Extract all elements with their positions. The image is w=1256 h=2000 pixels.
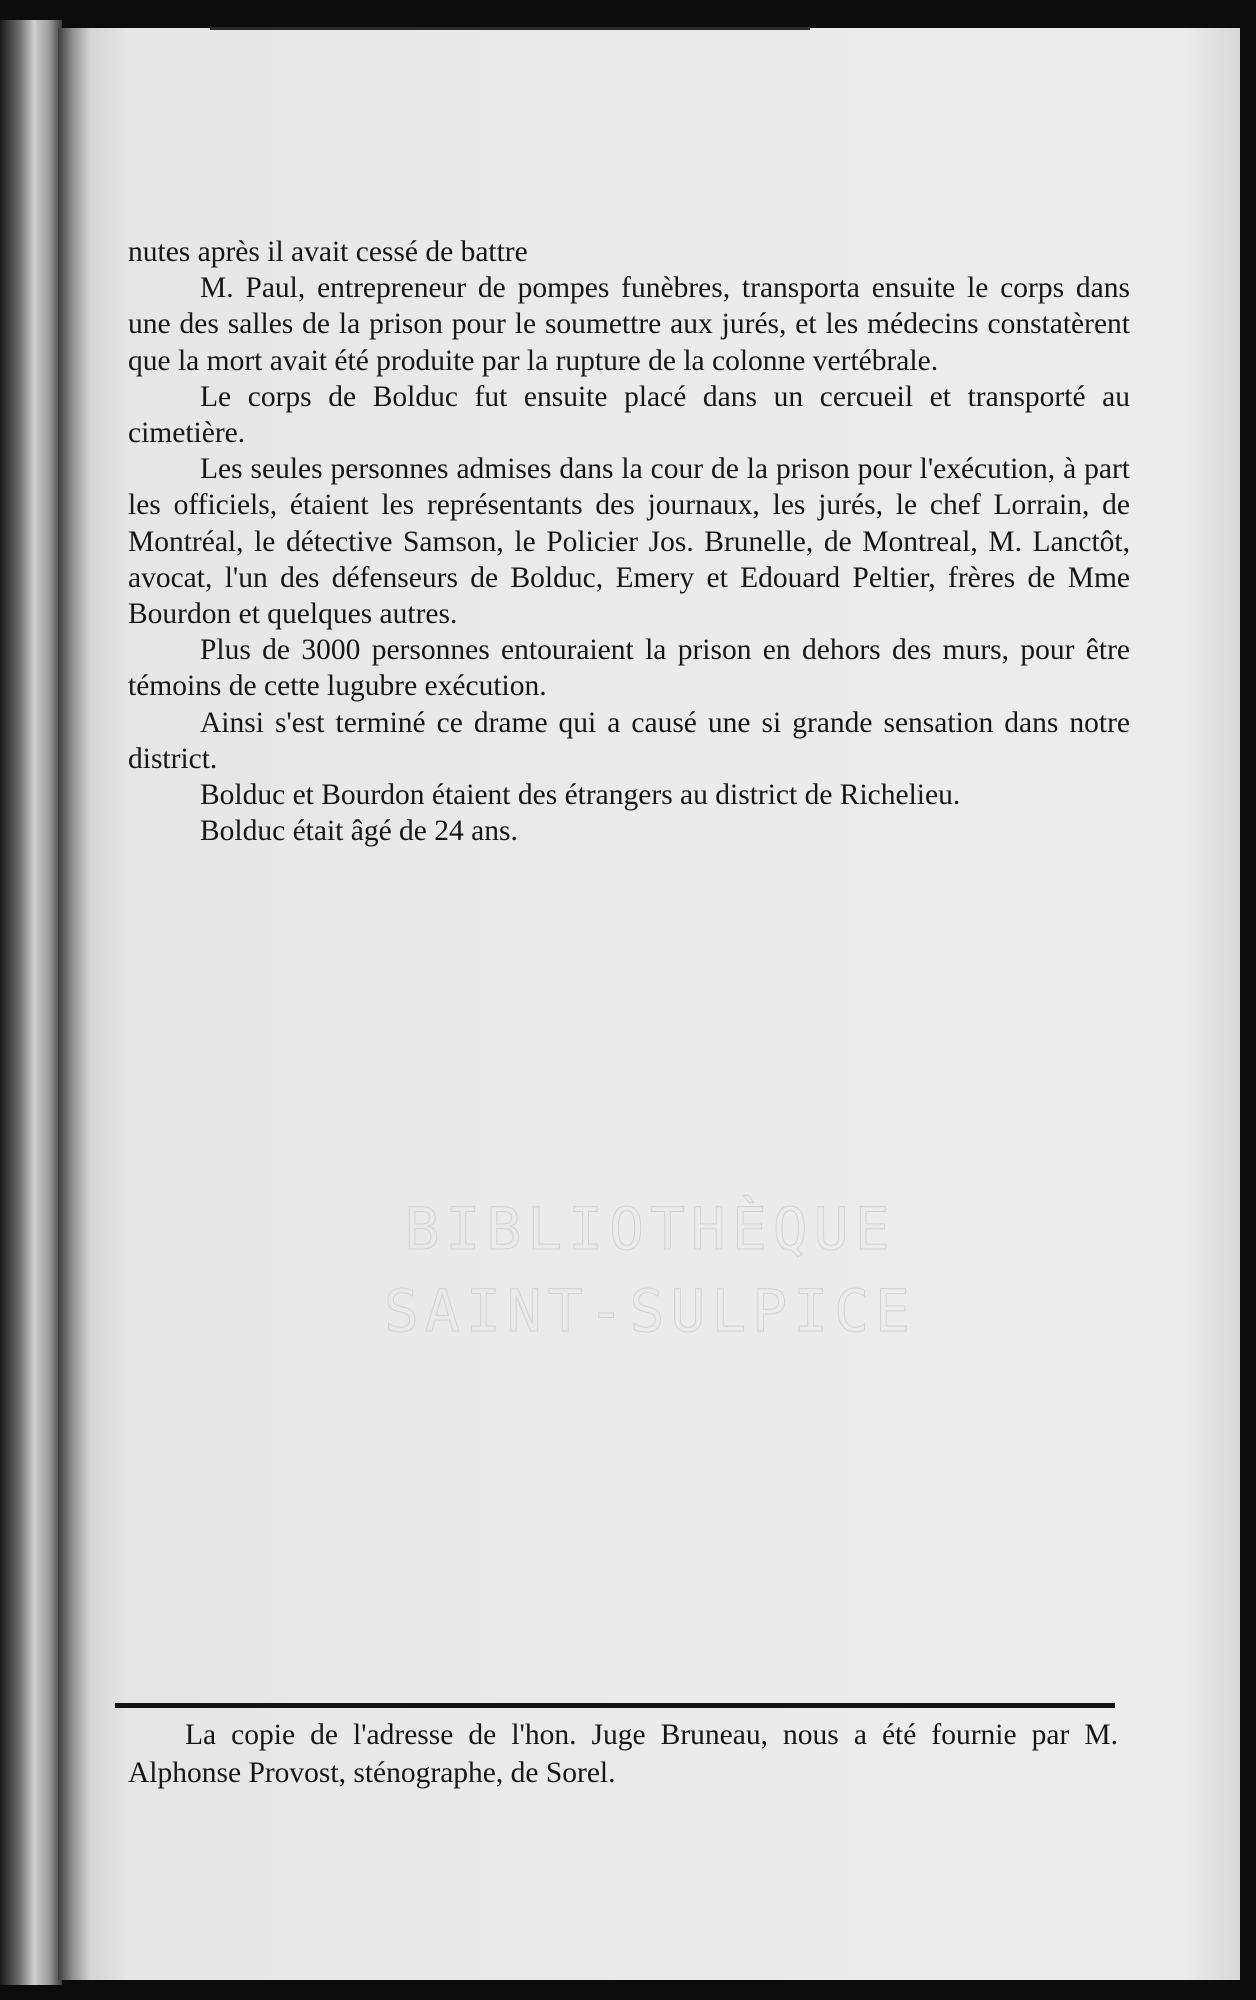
paragraph-6: Ainsi s'est terminé ce drame qui a causé une si grande sensation dans notre district. [128,706,1130,775]
paragraph-4: Les seules personnes admises dans la cour de la prison pour l'exécution, à part les officiels, étaient les représentants des journaux, les jurés, le chef Lorrain, de Montréal, le détective Samson, le Policier Jos. Brunelle, de Montreal, M. Lanctôt, avocat, l'un des défenseurs de Bolduc, Emery et Edouard Peltier, frères de Mme Bourdon et quelques autres. [128,453,1130,631]
footnote [128,1716,1118,1792]
stamp-line-2: SAINT-SULPICE [384,1277,916,1345]
body-text [128,234,1130,849]
stamp-line-1: BIBLIOTHÈQUE [404,1195,896,1263]
footnote-rule [115,1703,1115,1708]
footnote-text: La copie de l'adresse de l'hon. Juge Bruneau, nous a été fournie par M. Alphonse Provost, sténographe, de Sorel. [128,1719,1118,1789]
paragraph-2: M. Paul, entrepreneur de pompes funèbres, transporta ensuite le corps dans une des salles de la prison pour le soumettre aux jurés, et les médecins constatèrent que la mort avait été produite par la rupture de la colonne vertébrale. [128,272,1130,377]
paragraph-5: Plus de 3000 personnes entouraient la prison en dehors des murs, pour être témoins de cette lugubre exécution. [128,634,1130,703]
top-edge-line [210,27,810,30]
paragraph-1: nutes après il avait cessé de battre [128,236,528,268]
left-page-edge [0,20,62,1985]
paragraph-8: Bolduc était âgé de 24 ans. [200,815,518,848]
library-perforation-stamp [380,1188,920,1352]
paragraph-7: Bolduc et Bourdon étaient des étrangers au district de Richelieu. [200,779,961,812]
paragraph-3: Le corps de Bolduc fut ensuite placé dans un cercueil et transporté au cimetière. [128,380,1130,450]
